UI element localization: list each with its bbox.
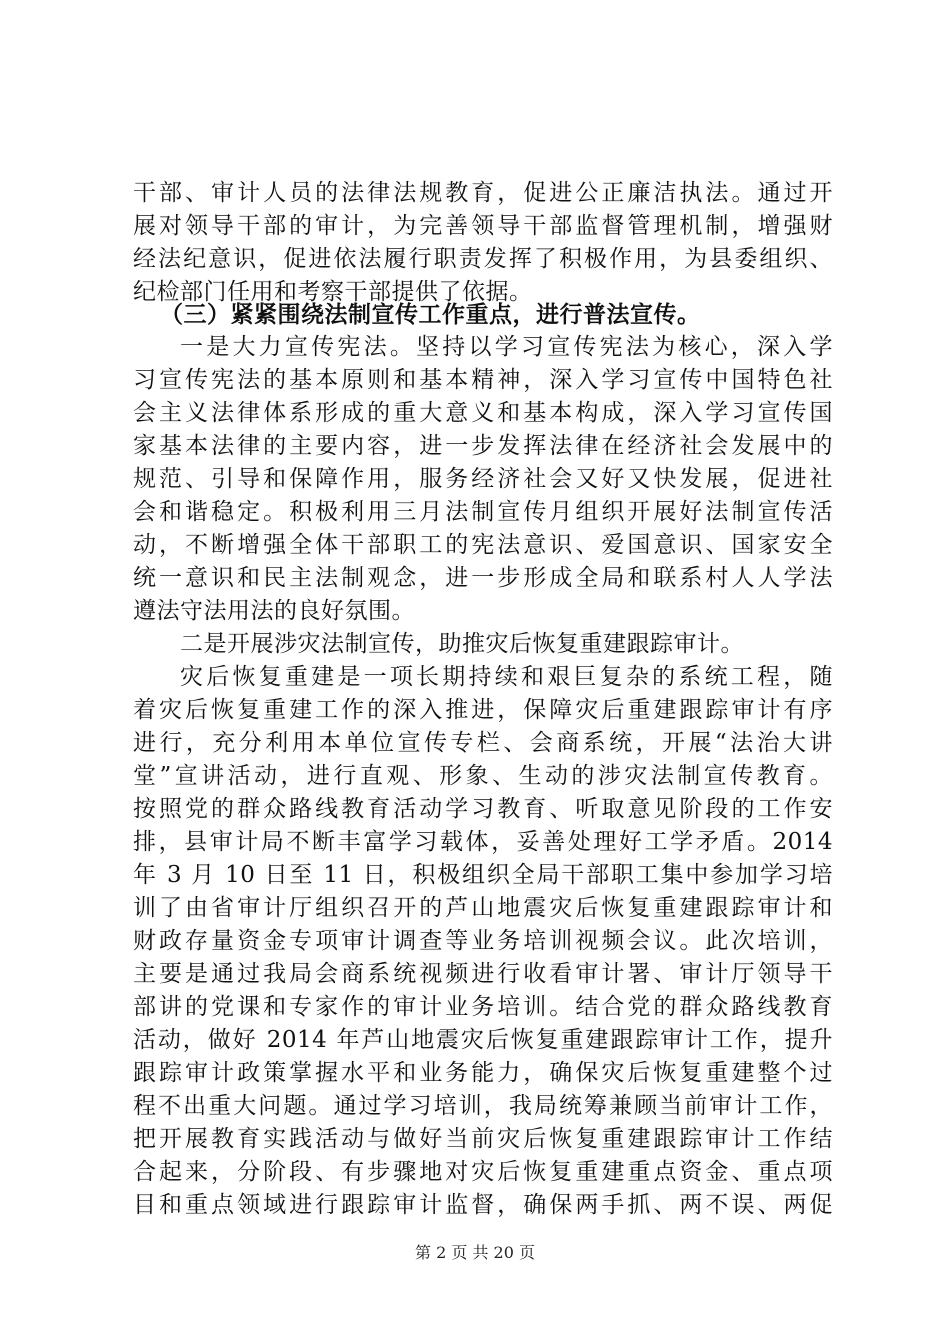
body-line: 一是大力宣传宪法。坚持以学习宣传宪法为核心，深入学 — [180, 334, 833, 360]
section-heading: （三）紧紧围绕法制宣传工作重点，进行普法宣传。 — [160, 301, 701, 328]
body-line: 展对领导干部的审计，为完善领导干部监督管理机制，增强财 — [133, 213, 833, 239]
body-line: 会和谐稳定。积极利用三月法制宣传月组织开展好法制宣传活 — [133, 499, 833, 525]
body-line: 合起来，分阶段、有步骤地对灾后恢复重建重点资金、重点项 — [133, 1159, 833, 1185]
body-line: 家基本法律的主要内容，进一步发挥法律在经济社会发展中的 — [133, 433, 833, 459]
body-line: 统一意识和民主法制观念，进一步形成全局和联系村人人学法 — [133, 565, 833, 591]
body-line: 会主义法律体系形成的重大意义和基本构成，深入学习宣传国 — [133, 400, 833, 426]
body-line: 年 3 月 10 日至 11 日，积极组织全局干部职工集中参加学习培 — [133, 862, 833, 888]
body-line: 程不出重大问题。通过学习培训，我局统筹兼顾当前审计工作， — [133, 1093, 833, 1119]
body-line: 习宣传宪法的基本原则和基本精神，深入学习宣传中国特色社 — [133, 367, 833, 393]
body-line: 干部、审计人员的法律法规教育，促进公正廉洁执法。通过开 — [133, 180, 833, 206]
body-line: 遵法守法用法的良好氛围。 — [133, 598, 415, 624]
body-line: 活动，做好 2014 年芦山地震灾后恢复重建跟踪审计工作，提升 — [133, 1027, 833, 1053]
body-line: 规范、引导和保障作用，服务经济社会又好又快发展，促进社 — [133, 466, 833, 492]
body-line: 训了由省审计厅组织召开的芦山地震灾后恢复重建跟踪审计和 — [133, 895, 833, 921]
body-line: 着灾后恢复重建工作的深入推进，保障灾后重建跟踪审计有序 — [133, 697, 833, 723]
body-line: 财政存量资金专项审计调查等业务培训视频会议。此次培训， — [133, 928, 833, 954]
body-line: 灾后恢复重建是一项长期持续和艰巨复杂的系统工程，随 — [180, 664, 833, 690]
body-line: 主要是通过我局会商系统视频进行收看审计署、审计厅领导干 — [133, 961, 833, 987]
body-line: 把开展教育实践活动与做好当前灾后恢复重建跟踪审计工作结 — [133, 1126, 833, 1152]
body-line: 纪检部门任用和考察干部提供了依据。 — [133, 279, 533, 305]
body-line: 堂”宣讲活动，进行直观、形象、生动的涉灾法制宣传教育。 — [133, 763, 833, 789]
body-line: 排，县审计局不断丰富学习载体，妥善处理好工学矛盾。2014 — [133, 829, 833, 855]
body-line: 进行，充分利用本单位宣传专栏、会商系统，开展“法治大讲 — [133, 730, 833, 756]
body-line: 动，不断增强全体干部职工的宪法意识、爱国意识、国家安全 — [133, 532, 833, 558]
body-line: 按照党的群众路线教育活动学习教育、听取意见阶段的工作安 — [133, 796, 833, 822]
body-line: 二是开展涉灾法制宣传，助推灾后恢复重建跟踪审计。 — [180, 631, 744, 657]
body-line: 经法纪意识，促进依法履行职责发挥了积极作用，为县委组织、 — [133, 246, 833, 272]
page-number-footer: 第 2 页 共 20 页 — [415, 1243, 535, 1262]
body-line: 目和重点领域进行跟踪审计监督，确保两手抓、两不误、两促 — [133, 1192, 833, 1218]
body-line: 部讲的党课和专家作的审计业务培训。结合党的群众路线教育 — [133, 994, 833, 1020]
body-line: 跟踪审计政策掌握水平和业务能力，确保灾后恢复重建整个过 — [133, 1060, 833, 1086]
